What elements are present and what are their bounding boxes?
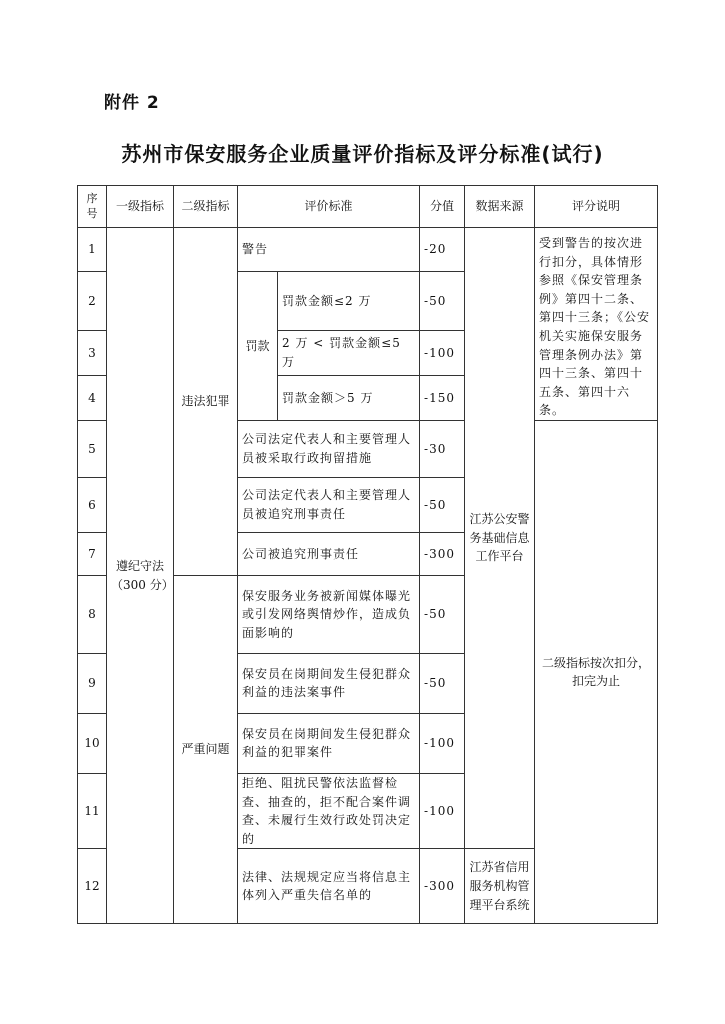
level1-points: （300 分） — [111, 577, 174, 592]
row-score: -300 — [420, 532, 465, 575]
level2-serious: 严重问题 — [174, 575, 238, 923]
level2-fine: 罚款 — [238, 272, 278, 421]
evaluation-table — [77, 185, 658, 924]
row-criteria: 保安员在岗期间发生侵犯群众利益的犯罪案件 — [238, 713, 420, 773]
row-criteria: 罚款金额≤2 万 — [278, 272, 420, 331]
row-seq: 2 — [78, 272, 107, 331]
row-criteria: 公司法定代表人和主要管理人员被采取行政拘留措施 — [238, 420, 420, 477]
row-criteria: 法律、法规规定应当将信息主体列入严重失信名单的 — [238, 849, 420, 924]
row-score: -50 — [420, 272, 465, 331]
row-score: -50 — [420, 477, 465, 532]
row-criteria: 罚款金额＞5 万 — [278, 375, 420, 420]
level2-illegal: 违法犯罪 — [174, 228, 238, 576]
row-seq: 11 — [78, 773, 107, 848]
row-criteria: 警告 — [238, 228, 420, 272]
source-credit: 江苏省信用服务机构管理平台系统 — [465, 849, 535, 924]
header-seq: 序号 — [78, 186, 107, 228]
row-score: -50 — [420, 653, 465, 713]
row-criteria: 保安服务业务被新闻媒体曝光或引发网络舆情炒作，造成负面影响的 — [238, 575, 420, 653]
row-criteria: 保安员在岗期间发生侵犯群众利益的违法案事件 — [238, 653, 420, 713]
row-score: -100 — [420, 330, 465, 375]
header-source: 数据来源 — [465, 186, 535, 228]
row-score: -20 — [420, 228, 465, 272]
header-score: 分值 — [420, 186, 465, 228]
header-row — [78, 186, 658, 228]
header-level2: 二级指标 — [174, 186, 238, 228]
row-criteria: 公司被追究刑事责任 — [238, 532, 420, 575]
row-score: -100 — [420, 773, 465, 848]
row-seq: 10 — [78, 713, 107, 773]
row-score: -30 — [420, 420, 465, 477]
header-notes: 评分说明 — [535, 186, 658, 228]
note-warning: 受到警告的按次进行扣分，具体情形参照《保安管理条例》第四十二条、第四十三条；《公安机关实施保安服务管理条例办法》第四十三条、第四十五条、第四十六条。 — [535, 228, 658, 421]
source-police: 江苏公安警务基础信息工作平台 — [465, 228, 535, 849]
row-criteria: 拒绝、阻扰民警依法监督检查、抽查的，拒不配合案件调查、未履行生效行政处罚决定的 — [238, 773, 420, 848]
document-title: 苏州市保安服务企业质量评价指标及评分标准(试行) — [121, 142, 604, 166]
row-seq: 12 — [78, 849, 107, 924]
row-score: -150 — [420, 375, 465, 420]
attachment-label: 附件 2 — [104, 93, 160, 113]
row-seq: 4 — [78, 375, 107, 420]
row-seq: 5 — [78, 420, 107, 477]
row-seq: 9 — [78, 653, 107, 713]
row-score: -300 — [420, 849, 465, 924]
row-score: -100 — [420, 713, 465, 773]
header-level1: 一级指标 — [107, 186, 174, 228]
level1-cell — [107, 228, 174, 924]
row-score: -50 — [420, 575, 465, 653]
row-seq: 8 — [78, 575, 107, 653]
table-row — [78, 228, 658, 272]
row-criteria: 2 万 < 罚款金额≤5 万 — [278, 330, 420, 375]
row-seq: 3 — [78, 330, 107, 375]
level1-name: 遵纪守法 — [115, 559, 164, 574]
row-seq: 6 — [78, 477, 107, 532]
header-criteria: 评价标准 — [238, 186, 420, 228]
note-deduct: 二级指标按次扣分，扣完为止 — [535, 420, 658, 923]
row-criteria: 公司法定代表人和主要管理人员被追究刑事责任 — [238, 477, 420, 532]
row-seq: 1 — [78, 228, 107, 272]
row-seq: 7 — [78, 532, 107, 575]
